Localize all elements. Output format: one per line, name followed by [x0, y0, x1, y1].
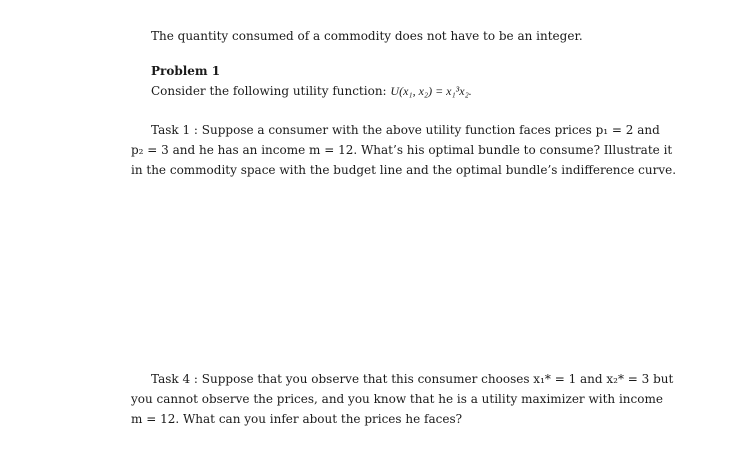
task-1-line-1: Task 1 : Suppose a consumer with the above utility function faces prices p₁ = 2 and: [151, 123, 660, 137]
task-1-line-2: p₂ = 3 and he has an income m = 12. What’s his optimal bundle to consume? Illustrate it: [131, 143, 673, 157]
problem-1-heading: Problem 1: [151, 64, 221, 78]
task-1-line-3: in the commodity space with the budget line and the optimal bundle’s indifference curve.: [131, 163, 677, 177]
utility-function: U(x₁, x₂) = x₁³x₂.: [390, 84, 472, 98]
problem-1-intro-line: [151, 83, 472, 99]
task-4-line-2: you cannot observe the prices, and you know that he is a utility maximizer with income: [131, 392, 663, 406]
problem-1-intro-text: Consider the following utility function:: [151, 84, 387, 98]
intro-sentence: The quantity consumed of a commodity does not have to be an integer.: [151, 29, 583, 43]
task-4-line-3: m = 12. What can you infer about the prices he faces?: [131, 412, 463, 426]
task-4-line-1: Task 4 : Suppose that you observe that this consumer chooses x₁* = 1 and x₂* = 3 but: [151, 372, 674, 386]
